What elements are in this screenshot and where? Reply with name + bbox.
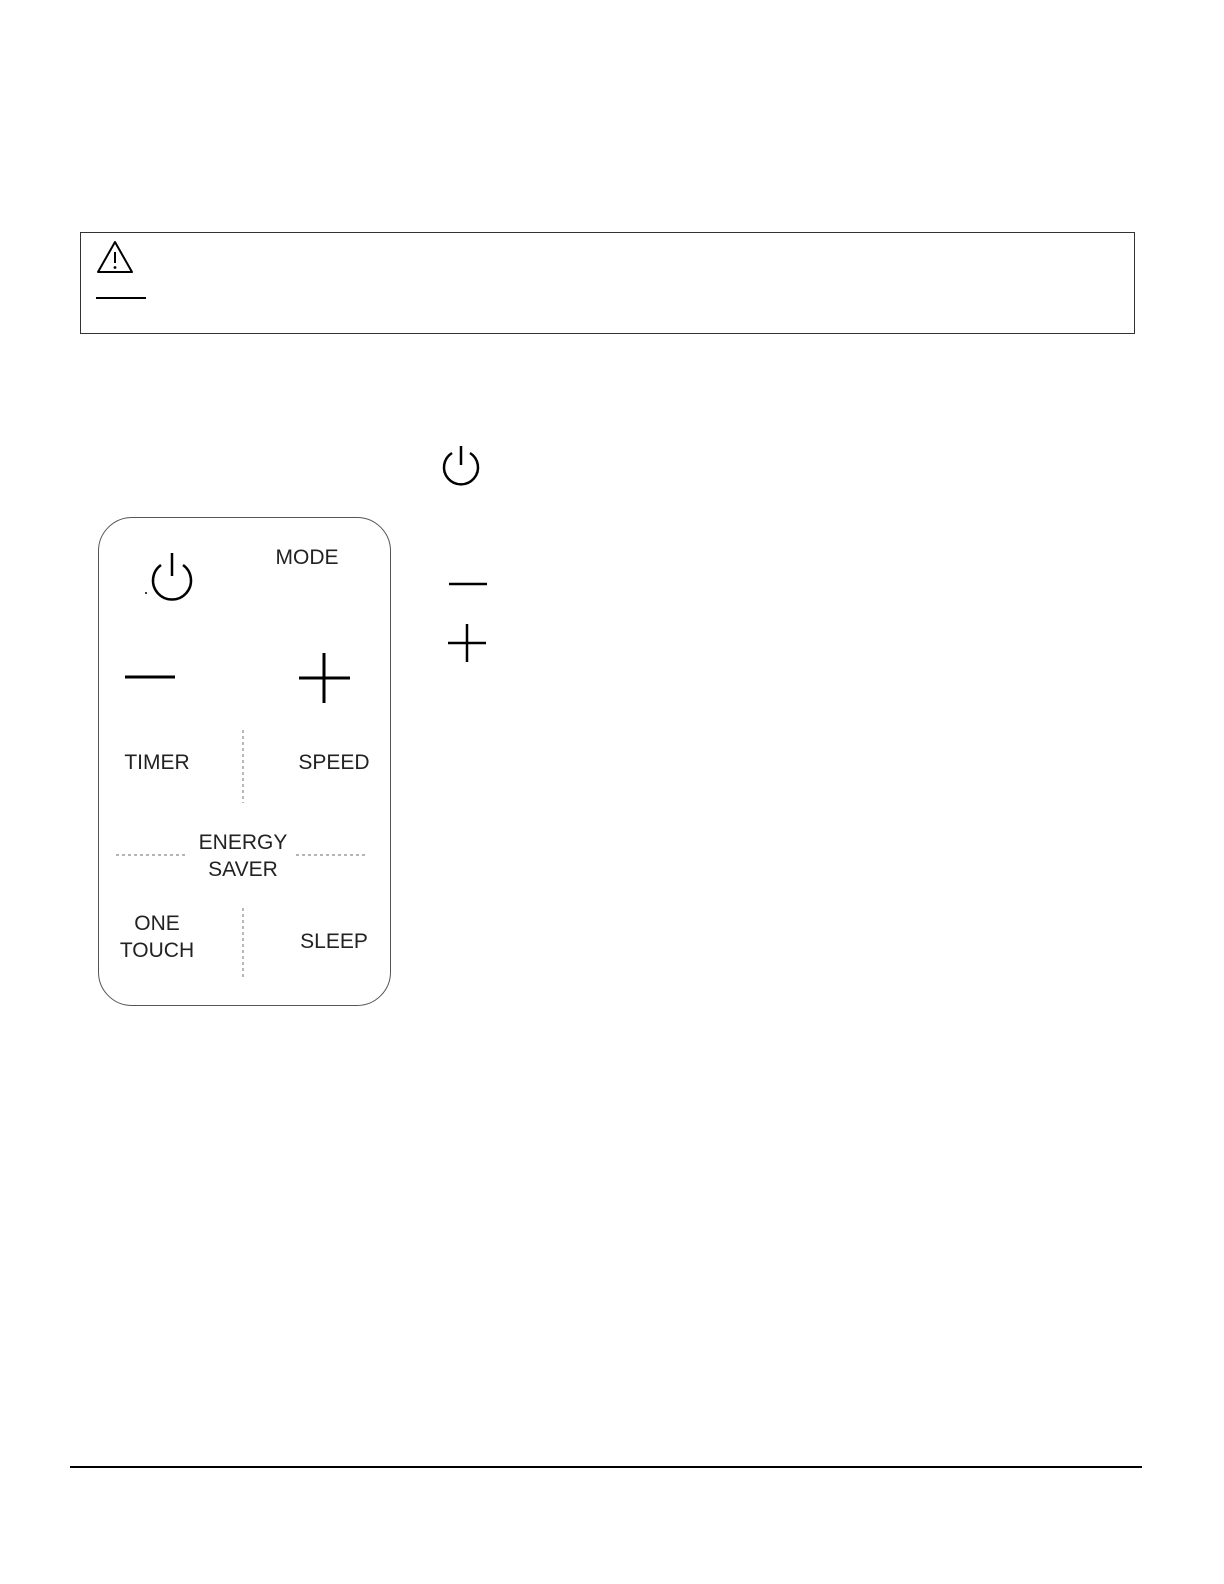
- legend-plus-icon: [446, 622, 488, 664]
- remote-power-icon[interactable]: [145, 553, 191, 599]
- warning-underline: [96, 297, 146, 299]
- timer-button[interactable]: TIMER: [124, 751, 190, 774]
- legend-power-icon: [438, 443, 484, 489]
- remote-control: [98, 517, 391, 1006]
- remote-plus-icon[interactable]: [299, 653, 350, 703]
- footer-rule: [70, 1466, 1142, 1468]
- warning-triangle-icon: [95, 239, 135, 275]
- energy-saver-button[interactable]: ENERGY SAVER: [198, 831, 288, 881]
- one-touch-button[interactable]: ONE TOUCH: [119, 912, 195, 962]
- mode-button[interactable]: MODE: [275, 546, 339, 569]
- speed-button[interactable]: SPEED: [298, 751, 370, 774]
- legend-minus-icon: [447, 574, 489, 594]
- sleep-button[interactable]: SLEEP: [300, 930, 368, 953]
- warning-box: [80, 232, 1135, 334]
